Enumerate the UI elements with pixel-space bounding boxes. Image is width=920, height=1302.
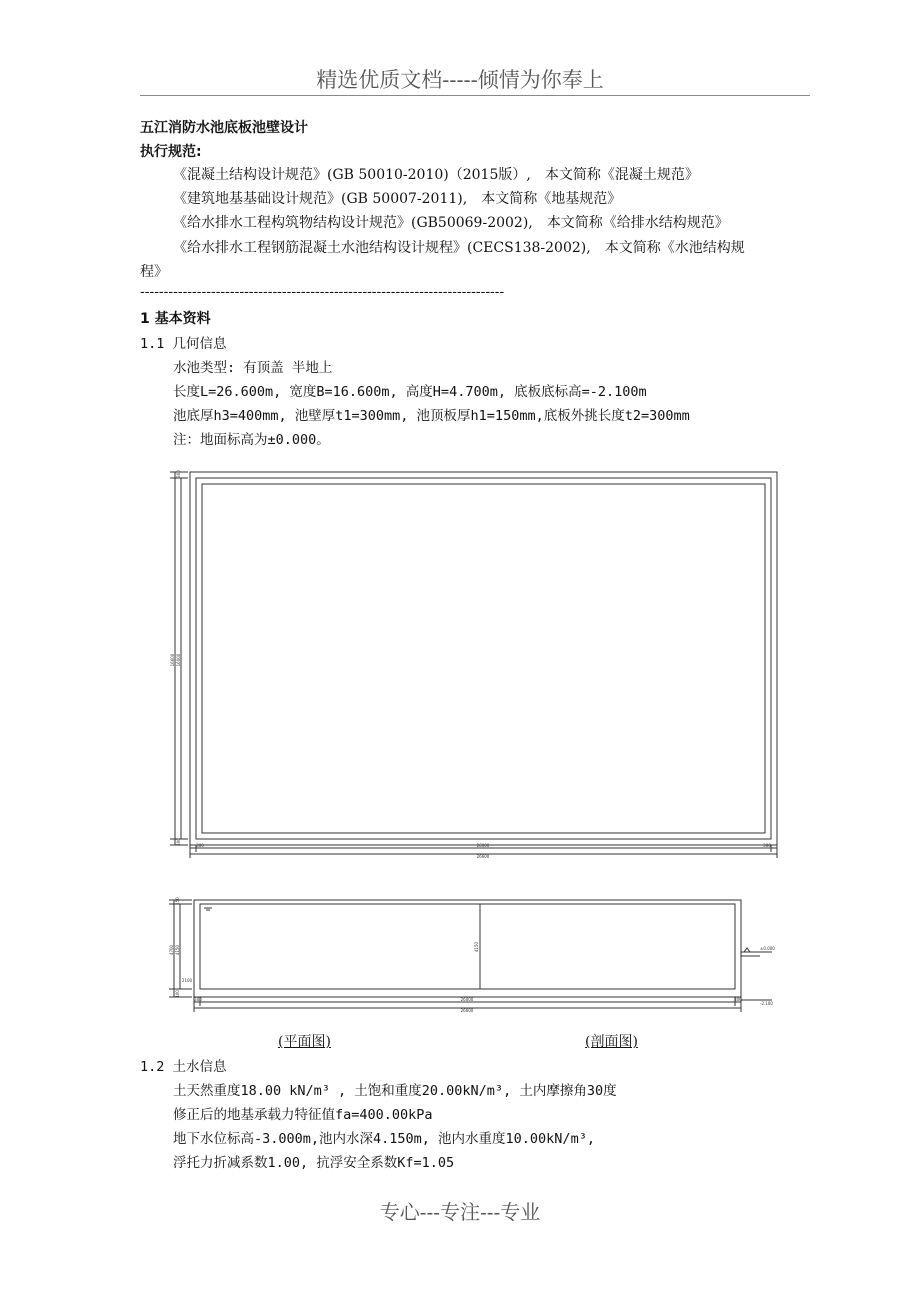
section-dim-water: 4150 bbox=[474, 941, 479, 953]
soil-line-2: 修正后的地基承载力特征值fa=400.00kPa bbox=[173, 1107, 433, 1123]
plan-wall-inner-outline bbox=[202, 484, 765, 833]
code-line-1: 《混凝土结构设计规范》(GB 50010-2010)（2015版）, 本文简称《混凝土规范》 bbox=[173, 167, 699, 183]
codes-heading: 执行规范: bbox=[140, 144, 202, 160]
section-1-heading: 1 基本资料 bbox=[140, 311, 211, 327]
geom-line-3: 池底厚h3=400mm, 池壁厚t1=300mm, 池顶板厚h1=150mm,底板外挑长度t2=300mm bbox=[173, 408, 690, 424]
subsection-1-2-heading: 1.2 土水信息 bbox=[140, 1059, 227, 1075]
page-header: 精选优质文档-----倾情为你奉上 bbox=[316, 68, 604, 92]
plan-dim-bottom-outer: 26600 bbox=[476, 854, 490, 859]
plan-dim-left-outer: 16600 bbox=[170, 653, 175, 667]
page-footer: 专心---专注---专业 bbox=[379, 1200, 541, 1224]
plan-dim-bottom-left: 300 bbox=[196, 843, 204, 848]
section-dim-left-bottom: 400 bbox=[175, 990, 180, 998]
subsection-1-1-heading: 1.1 几何信息 bbox=[140, 336, 227, 352]
soil-line-4: 浮托力折减系数1.00, 抗浮安全系数Kf=1.05 bbox=[173, 1155, 455, 1171]
section-view-drawing bbox=[160, 890, 790, 1015]
geom-line-2: 长度L=26.600m, 宽度B=16.600m, 高度H=4.700m, 底板底标高=-2.100m bbox=[173, 384, 647, 400]
section-dim-bottom-left: 300 bbox=[194, 997, 202, 1002]
plan-wall-outer-outline bbox=[196, 478, 771, 839]
section-inner-outline bbox=[200, 904, 735, 989]
doc-title: 五江消防水池底板池壁设计 bbox=[140, 120, 308, 136]
soil-line-3: 地下水位标高-3.000m,池内水深4.150m, 池内水重度10.00kN/m³, bbox=[173, 1131, 595, 1147]
plan-caption: (平面图) bbox=[278, 1034, 331, 1050]
section-dim-left-mid: 2100 bbox=[181, 978, 193, 983]
header-rule bbox=[140, 95, 810, 96]
plan-dim-left-small-bottom: 300 bbox=[176, 838, 181, 846]
section-dim-left-inner: 4150 bbox=[175, 944, 180, 956]
section-dim-bottom-outer: 26600 bbox=[460, 1008, 474, 1013]
section-caption: (剖面图) bbox=[585, 1034, 638, 1050]
plan-dim-left-small-top: 300 bbox=[176, 470, 181, 478]
section-elev-ground: ±0.000 bbox=[760, 946, 775, 951]
code-line-4: 《给水排水工程钢筋混凝土水池结构设计规程》(CECS138-2002), 本文简称《水池结构规 bbox=[173, 240, 745, 256]
separator-line: ----------------------------------------------------------------------------- bbox=[140, 284, 505, 300]
plan-view-drawing bbox=[160, 460, 790, 865]
code-line-2: 《建筑地基基础设计规范》(GB 50007-2011), 本文简称《地基规范》 bbox=[173, 191, 622, 207]
plan-outer-slab-outline bbox=[190, 472, 777, 845]
code-line-3: 《给水排水工程构筑物结构设计规范》(GB50069-2002), 本文简称《给排水结构规范》 bbox=[173, 215, 729, 231]
section-dim-bottom-right: 300 bbox=[734, 997, 742, 1002]
plan-dim-left-inner: 16000 bbox=[176, 653, 181, 667]
section-dim-bottom-inner: 26000 bbox=[460, 997, 474, 1002]
section-outer-outline bbox=[194, 900, 741, 997]
soil-line-1: 土天然重度18.00 kN/m³ , 土饱和重度20.00kN/m³, 土内摩擦角30度 bbox=[173, 1083, 617, 1099]
geom-line-1: 水池类型: 有顶盖 半地上 bbox=[173, 360, 333, 376]
section-dim-left-total: 4700 bbox=[169, 944, 174, 956]
section-dim-left-top: 150 bbox=[175, 897, 180, 905]
geom-line-4: 注：地面标高为±0.000。 bbox=[173, 432, 330, 448]
plan-dim-bottom-inner: 26000 bbox=[476, 843, 490, 848]
code-line-5: 程》 bbox=[140, 264, 168, 280]
section-elev-bottom: -2.100 bbox=[760, 1001, 773, 1006]
plan-dim-bottom-right: 300 bbox=[763, 843, 771, 848]
